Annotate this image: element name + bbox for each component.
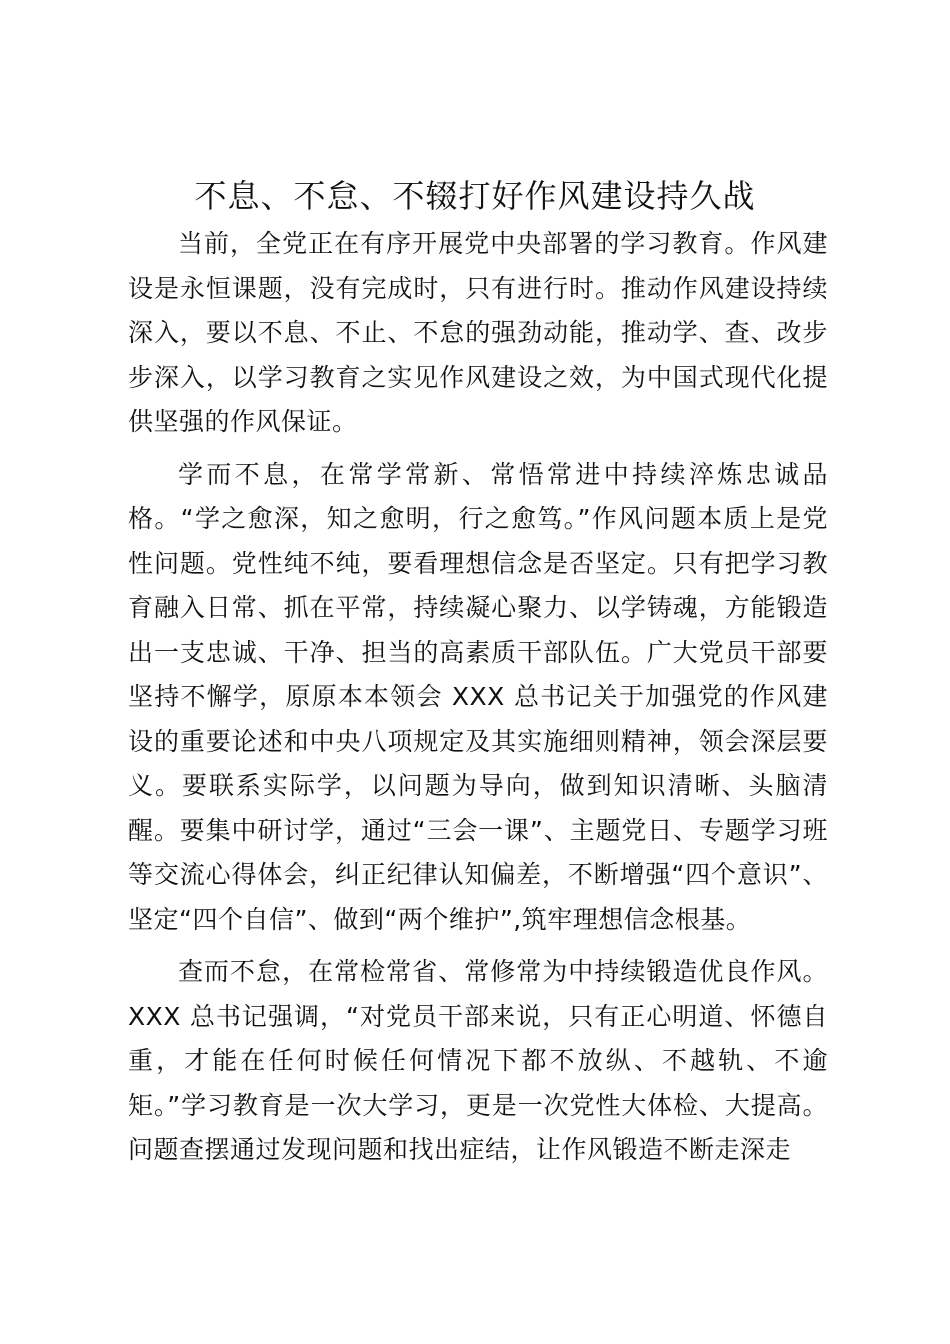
paragraph-inspect: 查而不怠，在常检常省、常修常为中持续锻造优良作风。XXX 总书记强调，“对党员干部来说，只有正心明道、怀德自重，才能在任何时候任何情况下都不放纵、不越轨、不逾矩。”学习教育是一次大学习，更是一次党性大体检、大提高。问题查摆通过发现问题和找出症结，让作风锻造不断走深走 — [128, 957, 828, 1164]
document-title: 不息、不怠、不辍打好作风建设持久战 — [194, 177, 756, 215]
paragraph-intro: 当前，全党正在有序开展党中央部署的学习教育。作风建设是永恒课题，没有完成时，只有进行时。推动作风建设持续深入，要以不息、不止、不怠的强劲动能，推动学、查、改步步深入，以学习教育之实见作风建设之效，为中国式现代化提供坚强的作风保证。 — [128, 229, 828, 436]
paragraph-study: 学而不息，在常学常新、常悟常进中持续淬炼忠诚品格。“学之愈深，知之愈明，行之愈笃。”作风问题本质上是党性问题。党性纯不纯，要看理想信念是否坚定。只有把学习教育融入日常、抓在平常，持续凝心聚力、以学铸魂，方能锻造出一支忠诚、干净、担当的高素质干部队伍。广大党员干部要坚持不懈学，原原本本领会 XXX 总书记关于加强党的作风建设的重要论述和中央八项规定及其实施细则精神，领会深层要义。要联系实际学，以问题为导向，做到知识清晰、头脑清醒。要集中研讨学，通过“三会一课”、主题党日、专题学习班等交流心得体会，纠正纪律认知偏差，不断增强“四个意识”、坚定“四个自信”、做到“两个维护”,筑牢理想信念根基。 — [128, 459, 828, 934]
document-body — [128, 222, 828, 1181]
